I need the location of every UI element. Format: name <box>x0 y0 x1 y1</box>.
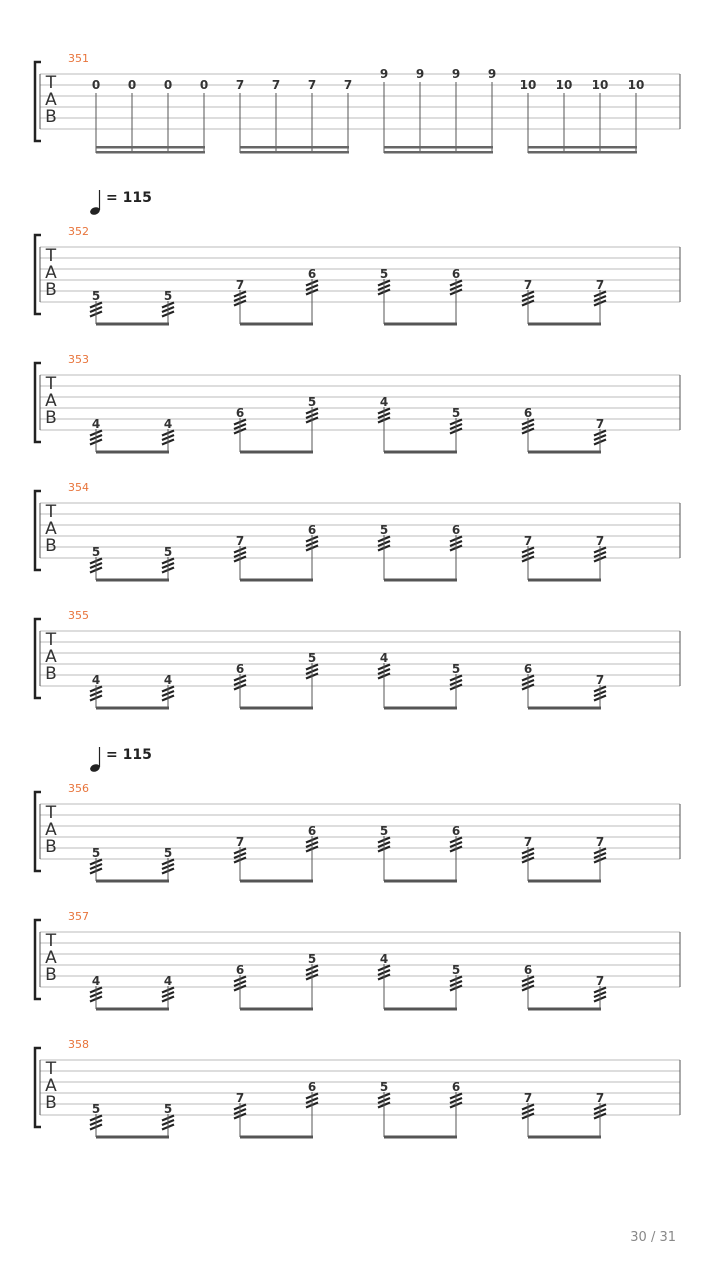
beam <box>384 451 457 454</box>
beam <box>528 451 601 454</box>
tab-clef-letter: B <box>45 536 57 556</box>
fret-number: 5 <box>91 1102 101 1116</box>
fret-number: 5 <box>379 824 389 838</box>
tab-clef-letter: A <box>45 647 57 667</box>
beam <box>240 323 313 326</box>
fret-number: 6 <box>523 406 533 420</box>
fret-number: 7 <box>307 78 317 92</box>
beam <box>240 1136 313 1139</box>
fret-number: 7 <box>235 278 245 292</box>
tab-clef-letter: T <box>45 73 57 93</box>
fret-number: 5 <box>451 406 461 420</box>
tab-clef-letter: A <box>45 519 57 539</box>
tab-clef-letter: A <box>45 948 57 968</box>
beam <box>384 1136 457 1139</box>
fret-number: 6 <box>451 523 461 537</box>
fret-number: 5 <box>91 289 101 303</box>
tab-clef-letter: A <box>45 90 57 110</box>
beam <box>528 1136 601 1139</box>
fret-number: 5 <box>91 846 101 860</box>
fret-number: 5 <box>307 952 317 966</box>
fret-number: 5 <box>307 651 317 665</box>
beam <box>240 146 349 149</box>
tab-clef-letter: T <box>45 246 57 266</box>
measure-number: 351 <box>68 52 89 65</box>
tab-clef-letter: B <box>45 1093 57 1113</box>
fret-number: 7 <box>271 78 281 92</box>
beam <box>240 151 349 154</box>
beam <box>96 579 169 582</box>
beam <box>384 146 493 149</box>
fret-number: 4 <box>379 395 389 409</box>
beam <box>528 151 637 154</box>
fret-number: 5 <box>451 963 461 977</box>
fret-number: 5 <box>307 395 317 409</box>
fret-number: 9 <box>379 67 389 81</box>
beam <box>528 146 637 149</box>
fret-number: 7 <box>595 417 605 431</box>
beam <box>240 707 313 710</box>
fret-number: 4 <box>379 651 389 665</box>
fret-number: 4 <box>163 417 173 431</box>
beam <box>384 880 457 883</box>
fret-number: 7 <box>523 835 533 849</box>
fret-number: 4 <box>91 417 101 431</box>
beam <box>528 579 601 582</box>
tab-clef-letter: T <box>45 630 57 650</box>
tab-clef-letter: A <box>45 263 57 283</box>
fret-number: 0 <box>199 78 209 92</box>
fret-number: 6 <box>307 523 317 537</box>
fret-number: 6 <box>235 406 245 420</box>
fret-number: 7 <box>235 78 245 92</box>
beam <box>96 707 169 710</box>
tab-clef-letter: B <box>45 408 57 428</box>
tempo-marking: = 115 <box>106 747 152 763</box>
fret-number: 7 <box>595 835 605 849</box>
fret-number: 7 <box>235 835 245 849</box>
fret-number: 7 <box>343 78 353 92</box>
fret-number: 7 <box>523 1091 533 1105</box>
fret-number: 4 <box>91 673 101 687</box>
fret-number: 6 <box>523 662 533 676</box>
tempo-marking: = 115 <box>106 190 152 206</box>
fret-number: 5 <box>91 545 101 559</box>
measure-number: 357 <box>68 910 89 923</box>
fret-number: 6 <box>451 267 461 281</box>
fret-number: 0 <box>163 78 173 92</box>
measure-number: 358 <box>68 1038 89 1051</box>
beam <box>240 579 313 582</box>
measure-number: 355 <box>68 609 89 622</box>
fret-number: 0 <box>127 78 137 92</box>
fret-number: 10 <box>555 78 573 92</box>
measure-number: 356 <box>68 782 89 795</box>
fret-number: 4 <box>379 952 389 966</box>
tab-clef-letter: T <box>45 931 57 951</box>
beam <box>384 1008 457 1011</box>
beam <box>96 146 205 149</box>
fret-number: 4 <box>91 974 101 988</box>
fret-number: 6 <box>307 267 317 281</box>
tab-clef-letter: A <box>45 820 57 840</box>
beam <box>240 451 313 454</box>
beam <box>96 880 169 883</box>
tab-clef-letter: B <box>45 965 57 985</box>
tab-clef-letter: T <box>45 1059 57 1079</box>
fret-number: 7 <box>595 534 605 548</box>
fret-number: 6 <box>451 824 461 838</box>
fret-number: 4 <box>163 673 173 687</box>
tab-clef-letter: T <box>45 374 57 394</box>
fret-number: 7 <box>595 278 605 292</box>
fret-number: 5 <box>163 289 173 303</box>
fret-number: 5 <box>163 545 173 559</box>
fret-number: 6 <box>235 963 245 977</box>
tab-clef-letter: B <box>45 664 57 684</box>
beam <box>528 323 601 326</box>
fret-number: 7 <box>595 1091 605 1105</box>
fret-number: 5 <box>379 267 389 281</box>
fret-number: 5 <box>451 662 461 676</box>
measure-number: 352 <box>68 225 89 238</box>
beam <box>96 451 169 454</box>
fret-number: 6 <box>307 1080 317 1094</box>
fret-number: 9 <box>451 67 461 81</box>
beam <box>528 1008 601 1011</box>
tab-clef-letter: A <box>45 1076 57 1096</box>
fret-number: 0 <box>91 78 101 92</box>
fret-number: 6 <box>307 824 317 838</box>
fret-number: 5 <box>163 846 173 860</box>
tab-clef-letter: A <box>45 391 57 411</box>
tab-clef-letter: B <box>45 280 57 300</box>
tab-clef-letter: T <box>45 803 57 823</box>
fret-number: 10 <box>519 78 537 92</box>
fret-number: 6 <box>235 662 245 676</box>
tab-clef-letter: B <box>45 837 57 857</box>
beam <box>96 151 205 154</box>
beam <box>240 1008 313 1011</box>
page-number: 30 / 31 <box>630 1230 676 1245</box>
beam <box>384 707 457 710</box>
fret-number: 7 <box>235 1091 245 1105</box>
fret-number: 7 <box>235 534 245 548</box>
fret-number: 10 <box>627 78 645 92</box>
tab-clef-letter: B <box>45 107 57 127</box>
fret-number: 7 <box>523 534 533 548</box>
fret-number: 7 <box>595 974 605 988</box>
beam <box>384 151 493 154</box>
measure-number: 354 <box>68 481 89 494</box>
fret-number: 7 <box>523 278 533 292</box>
fret-number: 6 <box>451 1080 461 1094</box>
beam <box>96 1008 169 1011</box>
fret-number: 9 <box>487 67 497 81</box>
fret-number: 4 <box>163 974 173 988</box>
fret-number: 6 <box>523 963 533 977</box>
measure-number: 353 <box>68 353 89 366</box>
beam <box>96 1136 169 1139</box>
fret-number: 9 <box>415 67 425 81</box>
beam <box>528 880 601 883</box>
fret-number: 5 <box>379 1080 389 1094</box>
beam <box>96 323 169 326</box>
beam <box>528 707 601 710</box>
tab-clef-letter: T <box>45 502 57 522</box>
beam <box>240 880 313 883</box>
fret-number: 7 <box>595 673 605 687</box>
fret-number: 10 <box>591 78 609 92</box>
fret-number: 5 <box>163 1102 173 1116</box>
beam <box>384 323 457 326</box>
beam <box>384 579 457 582</box>
fret-number: 5 <box>379 523 389 537</box>
